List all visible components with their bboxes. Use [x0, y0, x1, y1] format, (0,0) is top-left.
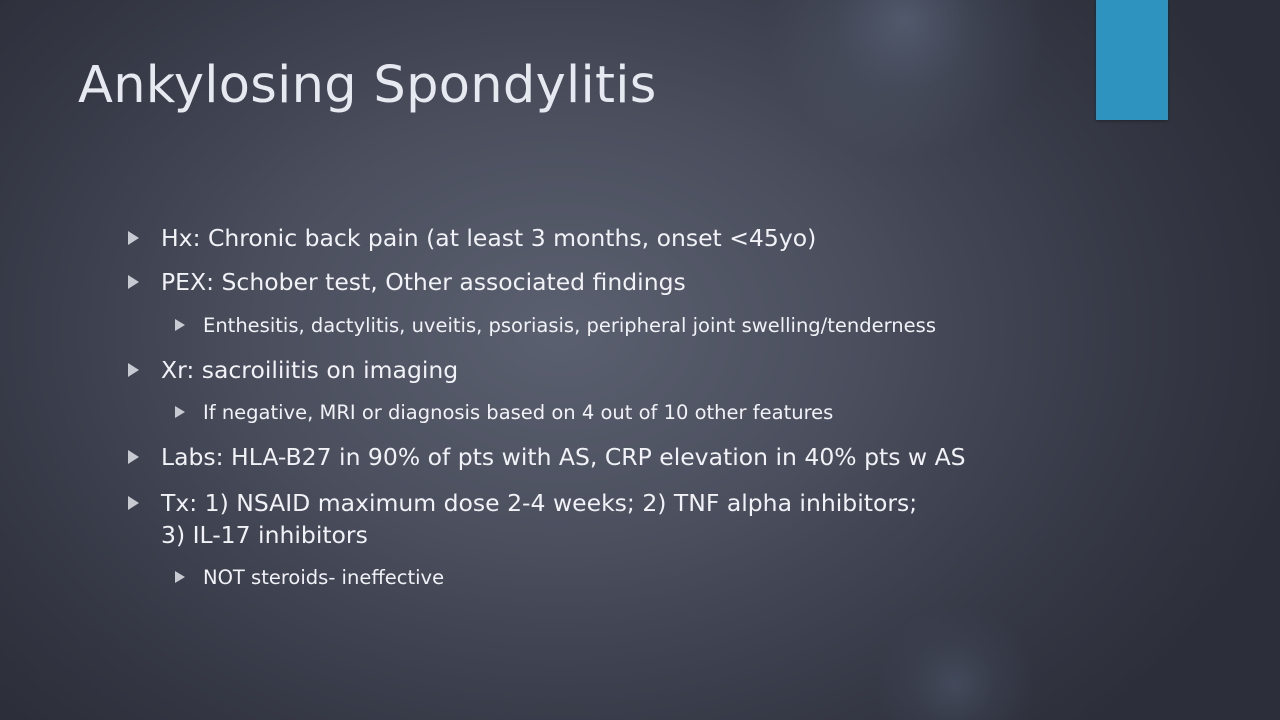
- bullet-text-continuation: 3) IL-17 inhibitors: [161, 521, 368, 549]
- triangle-right-icon: [128, 450, 139, 464]
- bullet-text: Tx: 1) NSAID maximum dose 2-4 weeks; 2) TNF alpha inhibitors;: [161, 489, 918, 517]
- bullet-text: PEX: Schober test, Other associated findings: [161, 268, 686, 296]
- bullet-item-labs: [161, 441, 966, 473]
- triangle-right-icon: [128, 363, 139, 377]
- sub-bullet-item-findings: [203, 313, 936, 339]
- triangle-right-icon: [175, 319, 185, 331]
- triangle-right-icon: [175, 571, 185, 583]
- bullet-text: Hx: Chronic back pain (at least 3 months, onset <45yo): [161, 224, 817, 252]
- sub-bullet-item-steroids: [203, 565, 444, 591]
- slide-title: Ankylosing Spondylitis: [78, 56, 657, 115]
- triangle-right-icon: [128, 231, 139, 245]
- triangle-right-icon: [175, 406, 185, 418]
- bullet-item-xray: [161, 354, 458, 386]
- bullet-item-pex: [161, 266, 686, 298]
- bullet-text: Labs: HLA-B27 in 90% of pts with AS, CRP elevation in 40% pts w AS: [161, 443, 966, 471]
- bullet-text: Xr: sacroiliitis on imaging: [161, 356, 459, 384]
- bullet-item-history: [161, 222, 816, 254]
- sub-bullet-item-mri: [203, 400, 833, 426]
- triangle-right-icon: [128, 275, 139, 289]
- bullet-item-treatment: [161, 487, 917, 551]
- sub-bullet-text: NOT steroids- ineffective: [203, 566, 445, 589]
- sub-bullet-text: Enthesitis, dactylitis, uveitis, psoriasis, peripheral joint swelling/tenderness: [203, 314, 936, 337]
- triangle-right-icon: [128, 496, 139, 510]
- sub-bullet-text: If negative, MRI or diagnosis based on 4 out of 10 other features: [203, 401, 834, 424]
